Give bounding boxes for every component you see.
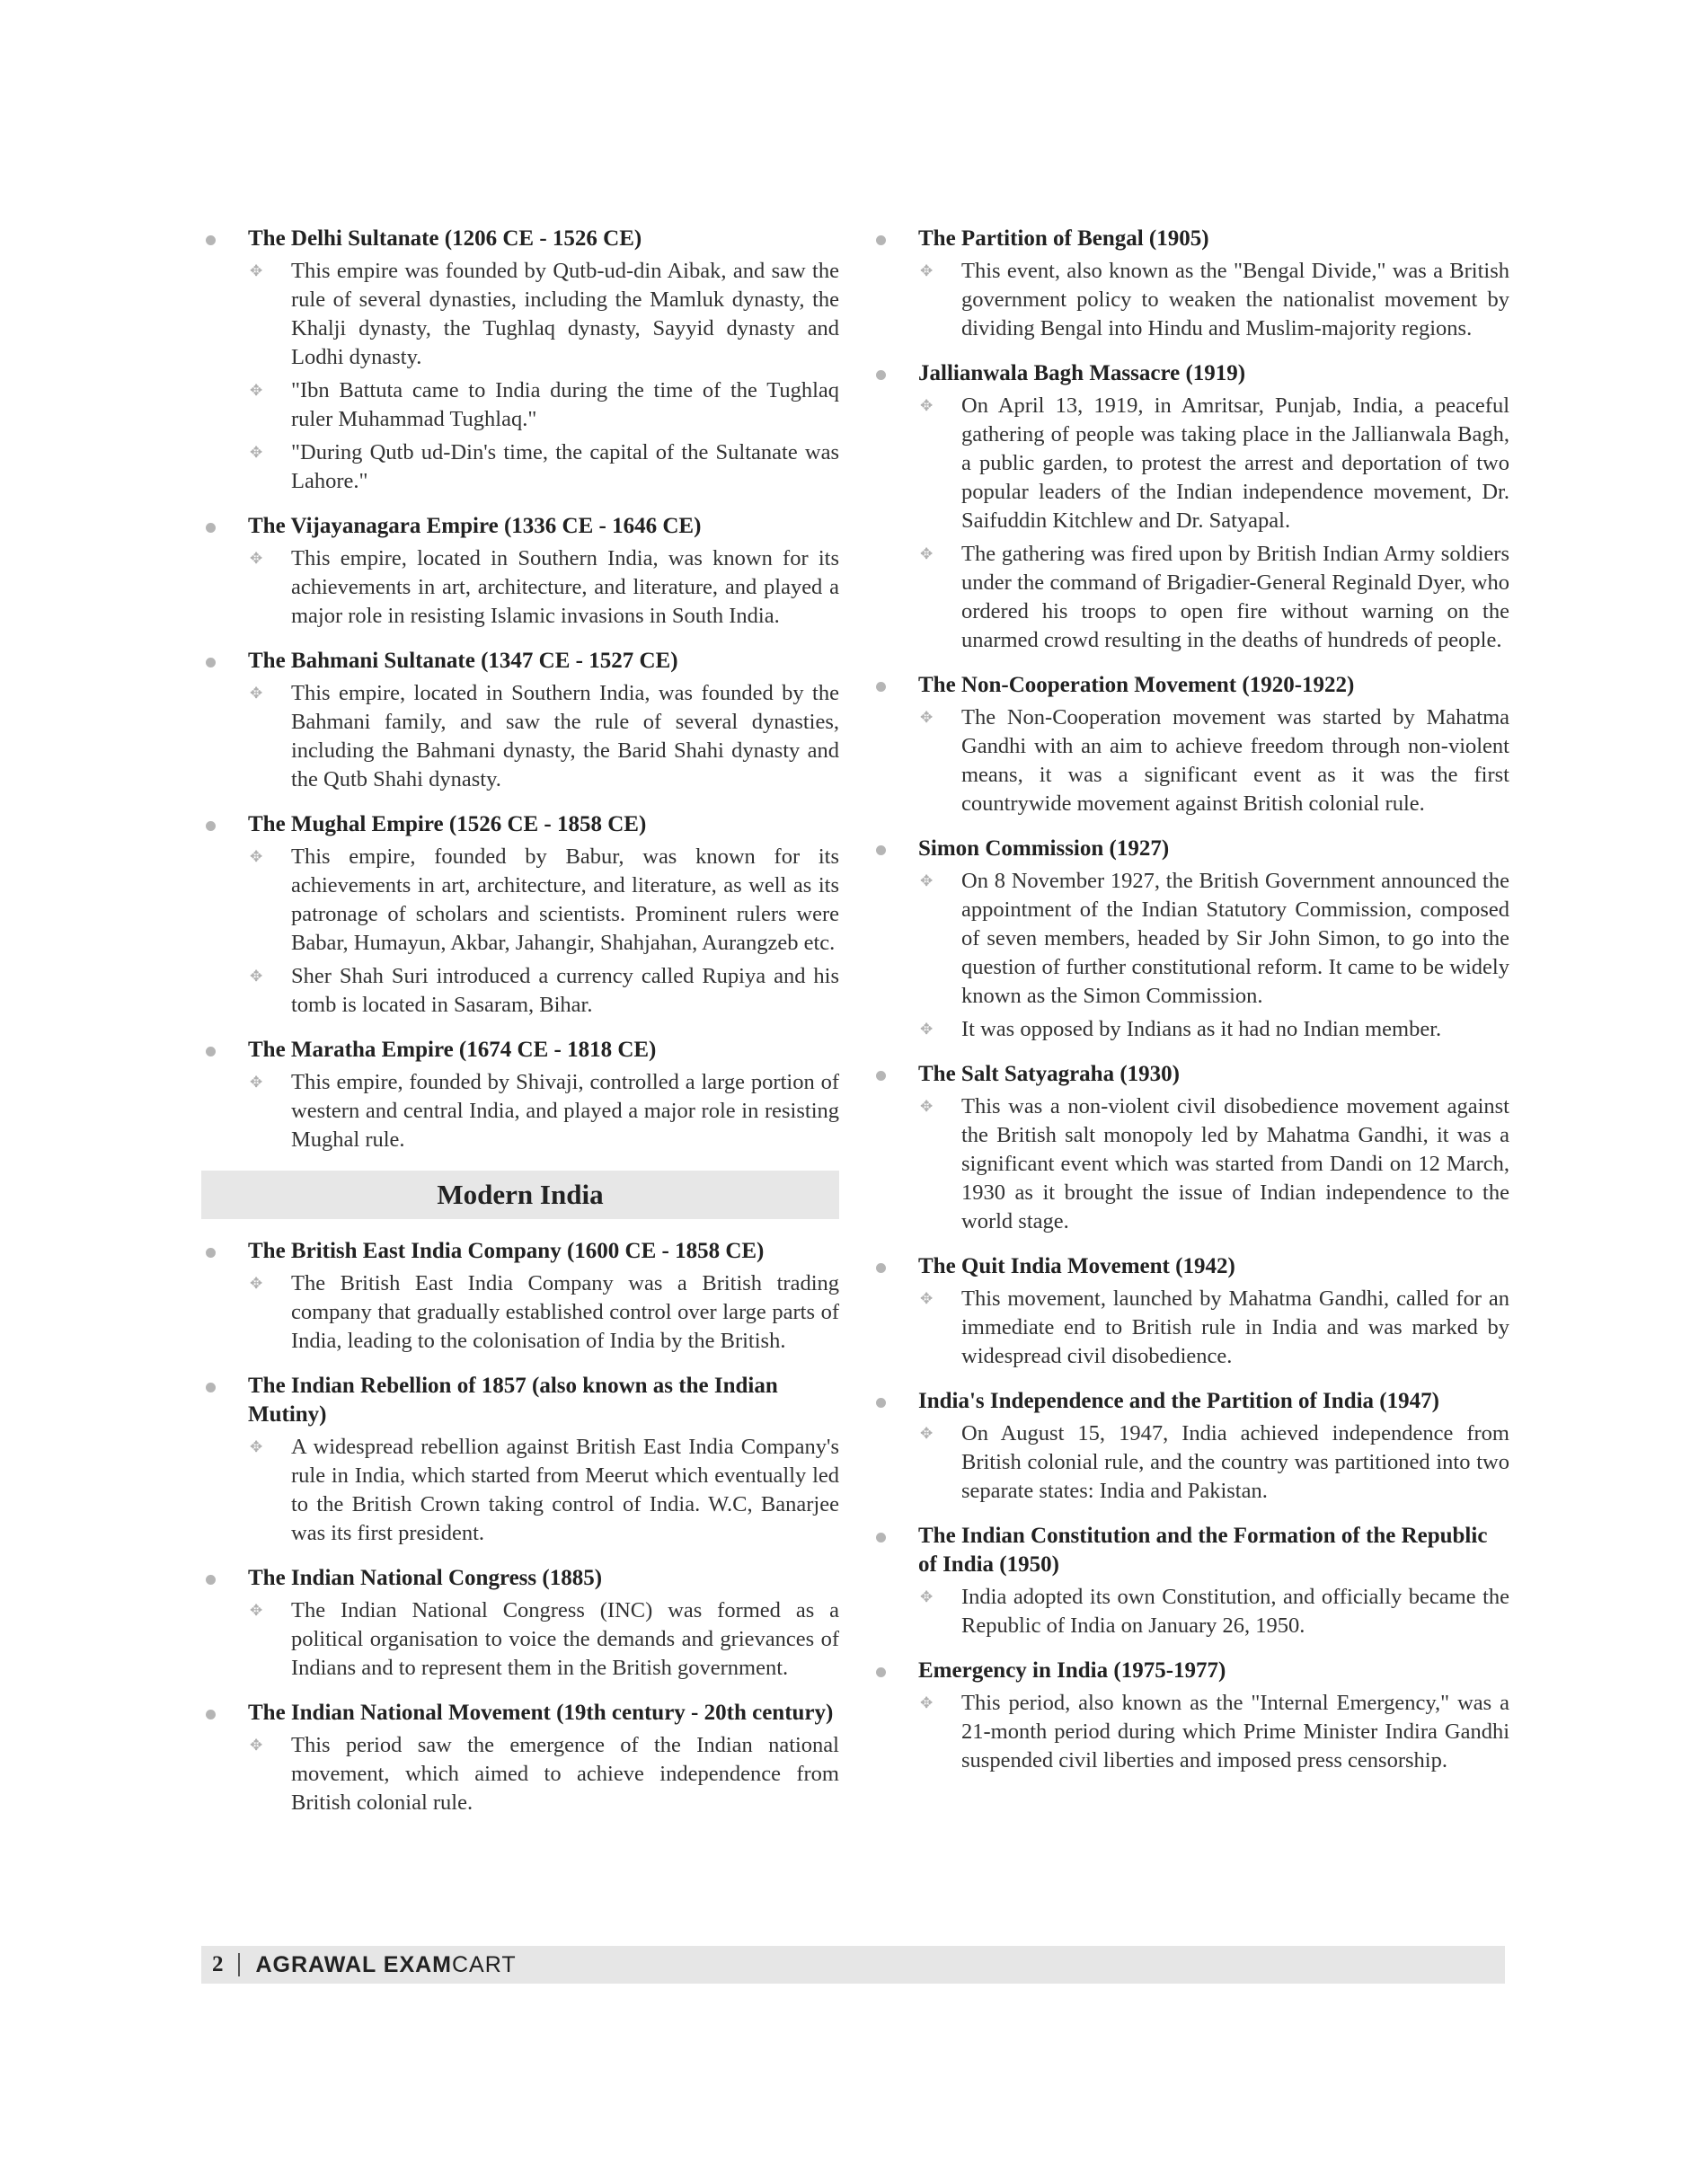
topic-entry [201, 225, 839, 496]
topic-point: ✥ This movement, launched by Mahatma Gandhi, called for an immediate end to British rule in India and was marked by widespread civil disobedience. [918, 1285, 1509, 1371]
topic-entry [872, 835, 1509, 1044]
topic-entry [201, 1372, 839, 1548]
topic-point: ✥ The British East India Company was a British trading company that gradually established control over large parts of India, leading to the colonisation of India by the British. [248, 1269, 839, 1356]
left-entries-before-section [201, 225, 839, 1154]
topic-entry [201, 1036, 839, 1154]
topic-entry [872, 359, 1509, 655]
topic-title: India's Independence and the Partition of India (1947) [918, 1389, 1439, 1413]
topic-title: The British East India Company (1600 CE - 1858 CE) [248, 1239, 765, 1263]
section-heading-modern-india: Modern India [201, 1171, 839, 1219]
topic-entry [872, 1060, 1509, 1236]
topic-title: The Bahmani Sultanate (1347 CE - 1527 CE) [248, 649, 678, 673]
footer-divider [238, 1953, 240, 1976]
topic-entry [201, 1564, 839, 1683]
topic-point: ✥ This empire, located in Southern India, was known for its achievements in art, architecture, and literature, and played a major role in resisting Islamic invasions in South India. [248, 544, 839, 631]
topic-entry [201, 810, 839, 1020]
topic-point: ✥ This event, also known as the "Bengal Divide," was a British government policy to weaken the nationalist movement by dividing Bengal into Hindu and Muslim-majority regions. [918, 257, 1509, 343]
brand-regular: CART [452, 1951, 517, 1977]
topic-point: ✥ This empire, founded by Babur, was known for its achievements in art, architecture, and literature, as well as its patronage of scholars and scientists. Prominent rulers were Babar, Humayun, Akbar, Jahangir, Shahjahan, Aurangzeb etc. [248, 843, 839, 958]
topic-title: The Vijayanagara Empire (1336 CE - 1646 CE) [248, 514, 702, 538]
publisher-logo [256, 1952, 517, 1978]
topic-point: ✥ This period saw the emergence of the Indian national movement, which aimed to achieve independence from British colonial rule. [248, 1731, 839, 1817]
topic-entry [201, 1237, 839, 1356]
topic-point: ✥ India adopted its own Constitution, and officially became the Republic of India on January 26, 1950. [918, 1583, 1509, 1640]
topic-title: The Indian Constitution and the Formation of the Republic of India (1950) [918, 1524, 1488, 1577]
topic-entry [872, 671, 1509, 818]
topic-point: ✥ On August 15, 1947, India achieved independence from British colonial rule, and the country was partitioned into two separate states: India and Pakistan. [918, 1419, 1509, 1506]
topic-point: ✥ The Non-Cooperation movement was started by Mahatma Gandhi with an aim to achieve freedom through non-violent means, it was a significant event as it was the first countrywide movement against British colonial rule. [918, 703, 1509, 818]
topic-point: ✥ It was opposed by Indians as it had no Indian member. [918, 1015, 1509, 1044]
topic-title: The Partition of Bengal (1905) [918, 226, 1209, 251]
topic-title: The Indian Rebellion of 1857 (also known as the Indian Mutiny) [248, 1374, 778, 1427]
topic-title: The Indian National Movement (19th century - 20th century) [248, 1701, 834, 1725]
topic-title: The Maratha Empire (1674 CE - 1818 CE) [248, 1038, 657, 1062]
topic-point: ✥ This was a non-violent civil disobedience movement against the British salt monopoly led by Mahatma Gandhi, it was a significant event which was started from Dandi on 12 March, 1930 as it brought the issue of Indian independence to the world stage. [918, 1092, 1509, 1236]
topic-entry [872, 1522, 1509, 1640]
right-column [872, 225, 1509, 1791]
topic-entry [872, 225, 1509, 343]
topic-point: ✥ This empire, located in Southern India, was founded by the Bahmani family, and saw the rule of several dynasties, including the Bahmani dynasty, the Barid Shahi dynasty and the Qutb Shahi dynasty. [248, 679, 839, 794]
topic-entry [872, 1387, 1509, 1506]
right-entries [872, 225, 1509, 1775]
topic-title: The Salt Satyagraha (1930) [918, 1062, 1180, 1086]
topic-entry [872, 1657, 1509, 1775]
topic-entry [872, 1252, 1509, 1371]
topic-point: ✥ Sher Shah Suri introduced a currency called Rupiya and his tomb is located in Sasaram, Bihar. [248, 962, 839, 1020]
topic-entry [201, 1699, 839, 1817]
topic-point: ✥ This period, also known as the "Internal Emergency," was a 21-month period during which Prime Minister Indira Gandhi suspended civil liberties and imposed press censorship. [918, 1689, 1509, 1775]
topic-point: ✥ On April 13, 1919, in Amritsar, Punjab, India, a peaceful gathering of people was taking place in the Jallianwala Bagh, a public garden, to protest the arrest and deportation of two popular leaders of the Indian independence movement, Dr. Saifuddin Kitchlew and Dr. Satyapal. [918, 392, 1509, 535]
topic-entry [201, 647, 839, 794]
topic-title: The Indian National Congress (1885) [248, 1566, 603, 1590]
page-footer [201, 1946, 1505, 1984]
topic-title: The Mughal Empire (1526 CE - 1858 CE) [248, 812, 647, 836]
page-number: 2 [212, 1952, 224, 1976]
topic-point: ✥ "Ibn Battuta came to India during the time of the Tughlaq ruler Muhammad Tughlaq." [248, 376, 839, 434]
topic-title: The Delhi Sultanate (1206 CE - 1526 CE) [248, 226, 642, 251]
topic-title: The Quit India Movement (1942) [918, 1254, 1235, 1278]
topic-point: ✥ A widespread rebellion against British East India Company's rule in India, which started from Meerut which eventually led to the British Crown taking control of India. W.C, Banarjee was its first president. [248, 1433, 839, 1548]
brand-bold: AGRAWAL EXAM [255, 1951, 452, 1977]
topic-title: Emergency in India (1975-1977) [918, 1658, 1226, 1683]
topic-title: Simon Commission (1927) [918, 836, 1170, 861]
topic-entry [201, 512, 839, 631]
left-column [201, 225, 839, 1834]
topic-title: Jallianwala Bagh Massacre (1919) [918, 361, 1246, 385]
topic-point: ✥ The Indian National Congress (INC) was formed as a political organisation to voice the demands and grievances of Indians and to represent them in the British government. [248, 1596, 839, 1683]
topic-point: ✥ On 8 November 1927, the British Government announced the appointment of the Indian Statutory Commission, composed of seven members, headed by Sir John Simon, to go into the question of further constitutional reform. It came to be widely known as the Simon Commission. [918, 867, 1509, 1011]
topic-point: ✥ This empire, founded by Shivaji, controlled a large portion of western and central India, and played a major role in resisting Mughal rule. [248, 1068, 839, 1154]
topic-point: ✥ The gathering was fired upon by British Indian Army soldiers under the command of Brigadier-General Reginald Dyer, who ordered his troops to open fire without warning on the unarmed crowd resulting in the deaths of hundreds of people. [918, 540, 1509, 655]
left-entries-after-section [201, 1237, 839, 1817]
topic-point: ✥ This empire was founded by Qutb-ud-din Aibak, and saw the rule of several dynasties, including the Mamluk dynasty, the Khalji dynasty, the Tughlaq dynasty, Sayyid dynasty and Lodhi dynasty. [248, 257, 839, 372]
topic-title: The Non-Cooperation Movement (1920-1922) [918, 673, 1355, 697]
topic-point: ✥ "During Qutb ud-Din's time, the capital of the Sultanate was Lahore." [248, 438, 839, 496]
